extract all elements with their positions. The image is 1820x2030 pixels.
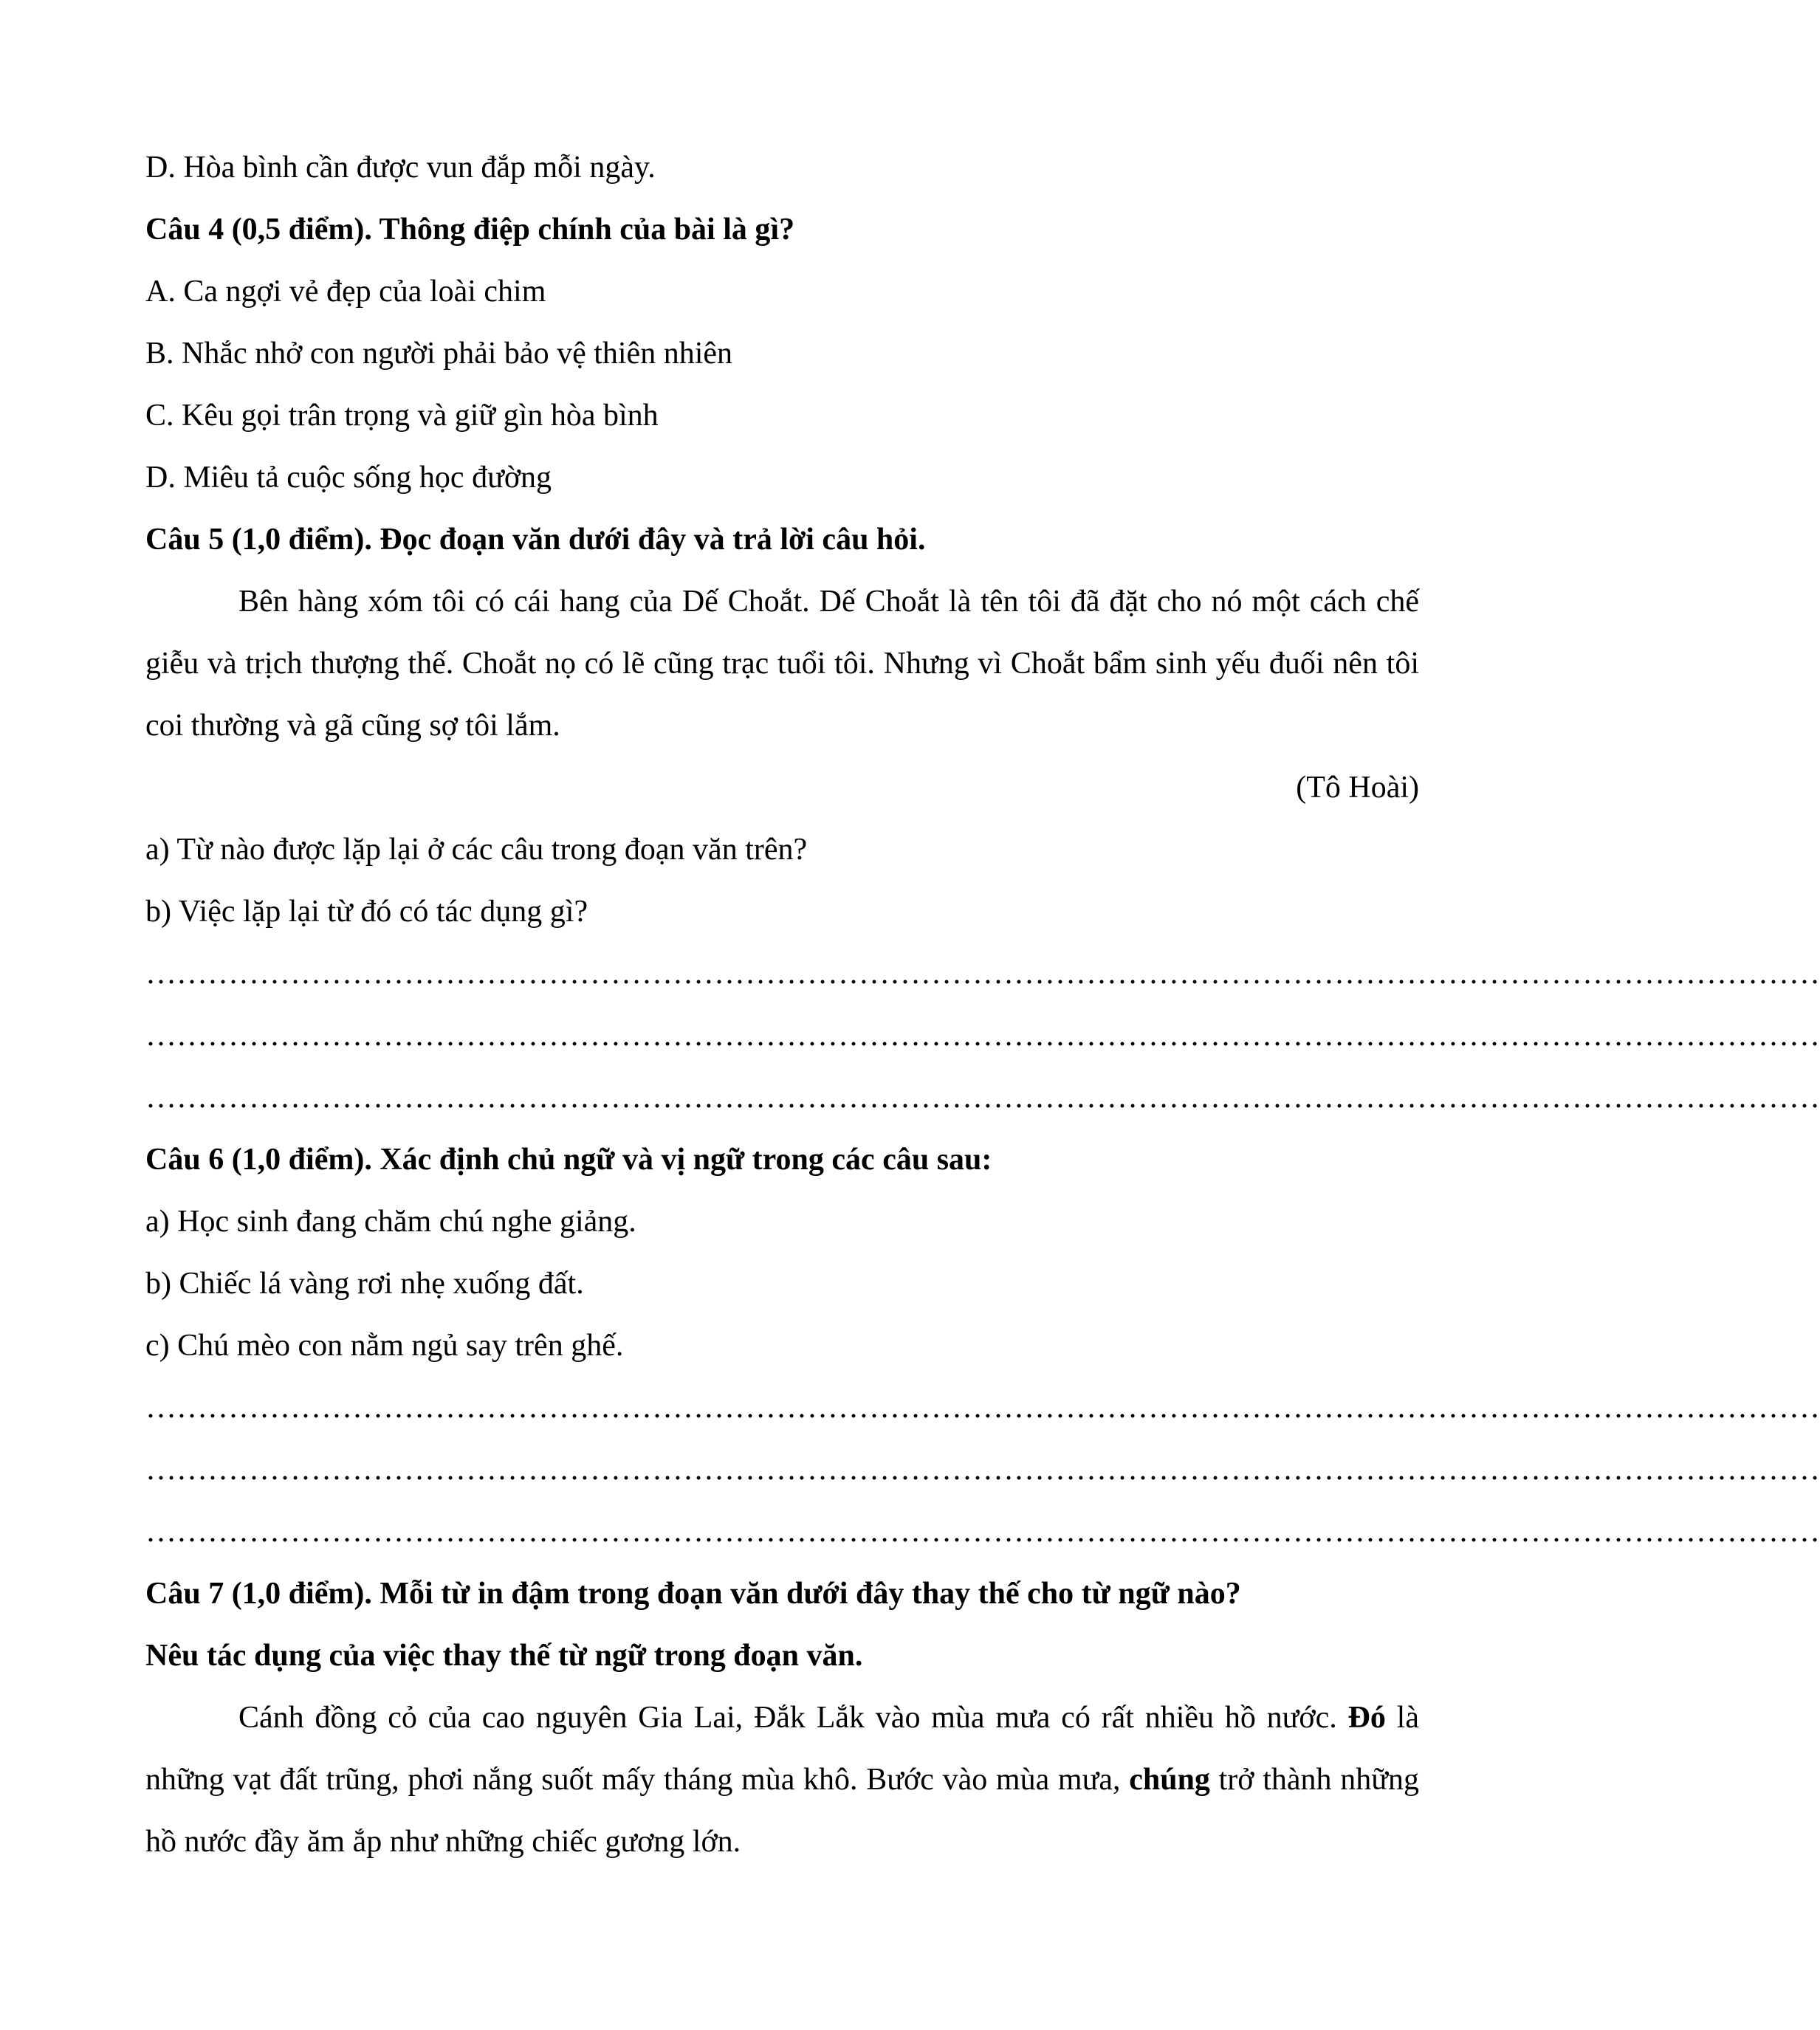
answer-line: ……………………………………………………………………………………………………………………………………………… <box>145 1515 1820 1549</box>
q7-title-line1: Câu 7 (1,0 điểm). Mỗi từ in đậm trong đoạn văn dưới đây thay thế cho từ ngữ nào? <box>145 1577 1241 1611</box>
q6-title: Câu 6 (1,0 điểm). Xác định chủ ngữ và vị ngữ trong các câu sau: <box>145 1143 992 1177</box>
q7-bold-word-2: chúng <box>1129 1763 1210 1797</box>
q4-option-d: D. Miêu tả cuộc sống học đường <box>145 461 552 495</box>
q3-option-d: D. Hòa bình cần được vun đắp mỗi ngày. <box>145 151 656 185</box>
answer-line: ……………………………………………………………………………………………………………………………………………… <box>145 957 1820 991</box>
q6-item-a: a) Học sinh đang chăm chú nghe giảng. <box>145 1205 636 1239</box>
q5-sub-b: b) Việc lặp lại từ đó có tác dụng gì? <box>145 895 588 929</box>
answer-line: ……………………………………………………………………………………………………………………………………………… <box>145 1391 1820 1425</box>
q7-bold-word-1: Đó <box>1347 1701 1386 1735</box>
q7-passage-part3: trở thành những hồ nước đầy ăm ắp như những chiếc gương lớn. <box>145 1763 1419 1859</box>
q4-option-b: B. Nhắc nhở con người phải bảo vệ thiên nhiên <box>145 337 733 371</box>
q5-title: Câu 5 (1,0 điểm). Đọc đoạn văn dưới đây và trả lời câu hỏi. <box>145 523 926 557</box>
answer-line: ……………………………………………………………………………………………………………………………………………… <box>145 1019 1820 1053</box>
q5-sub-a: a) Từ nào được lặp lại ở các câu trong đoạn văn trên? <box>145 833 808 867</box>
q7-passage <box>145 1687 1419 1873</box>
answer-line: ……………………………………………………………………………………………………………………………………………… <box>145 1453 1820 1487</box>
q7-title-line2: Nêu tác dụng của việc thay thế từ ngữ trong đoạn văn. <box>145 1639 863 1673</box>
q4-option-c: C. Kêu gọi trân trọng và giữ gìn hòa bình <box>145 399 659 433</box>
q7-passage-part1: Cánh đồng cỏ của cao nguyên Gia Lai, Đắk Lắk vào mùa mưa có rất nhiều hồ nước. <box>238 1701 1348 1735</box>
answer-line: ……………………………………………………………………………………………………………………………………………… <box>145 1081 1820 1115</box>
q5-author: (Tô Hoài) <box>1296 771 1419 805</box>
q4-title: Câu 4 (0,5 điểm). Thông điệp chính của bài là gì? <box>145 213 795 247</box>
q5-passage: Bên hàng xóm tôi có cái hang của Dế Choắt. Dế Choắt là tên tôi đã đặt cho nó một cách chế giễu và trịch thượng thế. Choắt nọ có lẽ cũng trạc tuổi tôi. Nhưng vì Choắt bẩm sinh yếu đuối nên tôi coi thường và gã cũng sợ tôi lắm. <box>145 585 1419 743</box>
q4-option-a: A. Ca ngợi vẻ đẹp của loài chim <box>145 275 546 309</box>
q7-passage-part2: là những vạt đất trũng, phơi nắng suốt mấy tháng mùa khô. Bước vào mùa mưa, <box>145 1701 1419 1797</box>
q6-item-b: b) Chiếc lá vàng rơi nhẹ xuống đất. <box>145 1267 584 1301</box>
document-page <box>145 137 1820 1873</box>
q6-item-c: c) Chú mèo con nằm ngủ say trên ghế. <box>145 1329 624 1363</box>
